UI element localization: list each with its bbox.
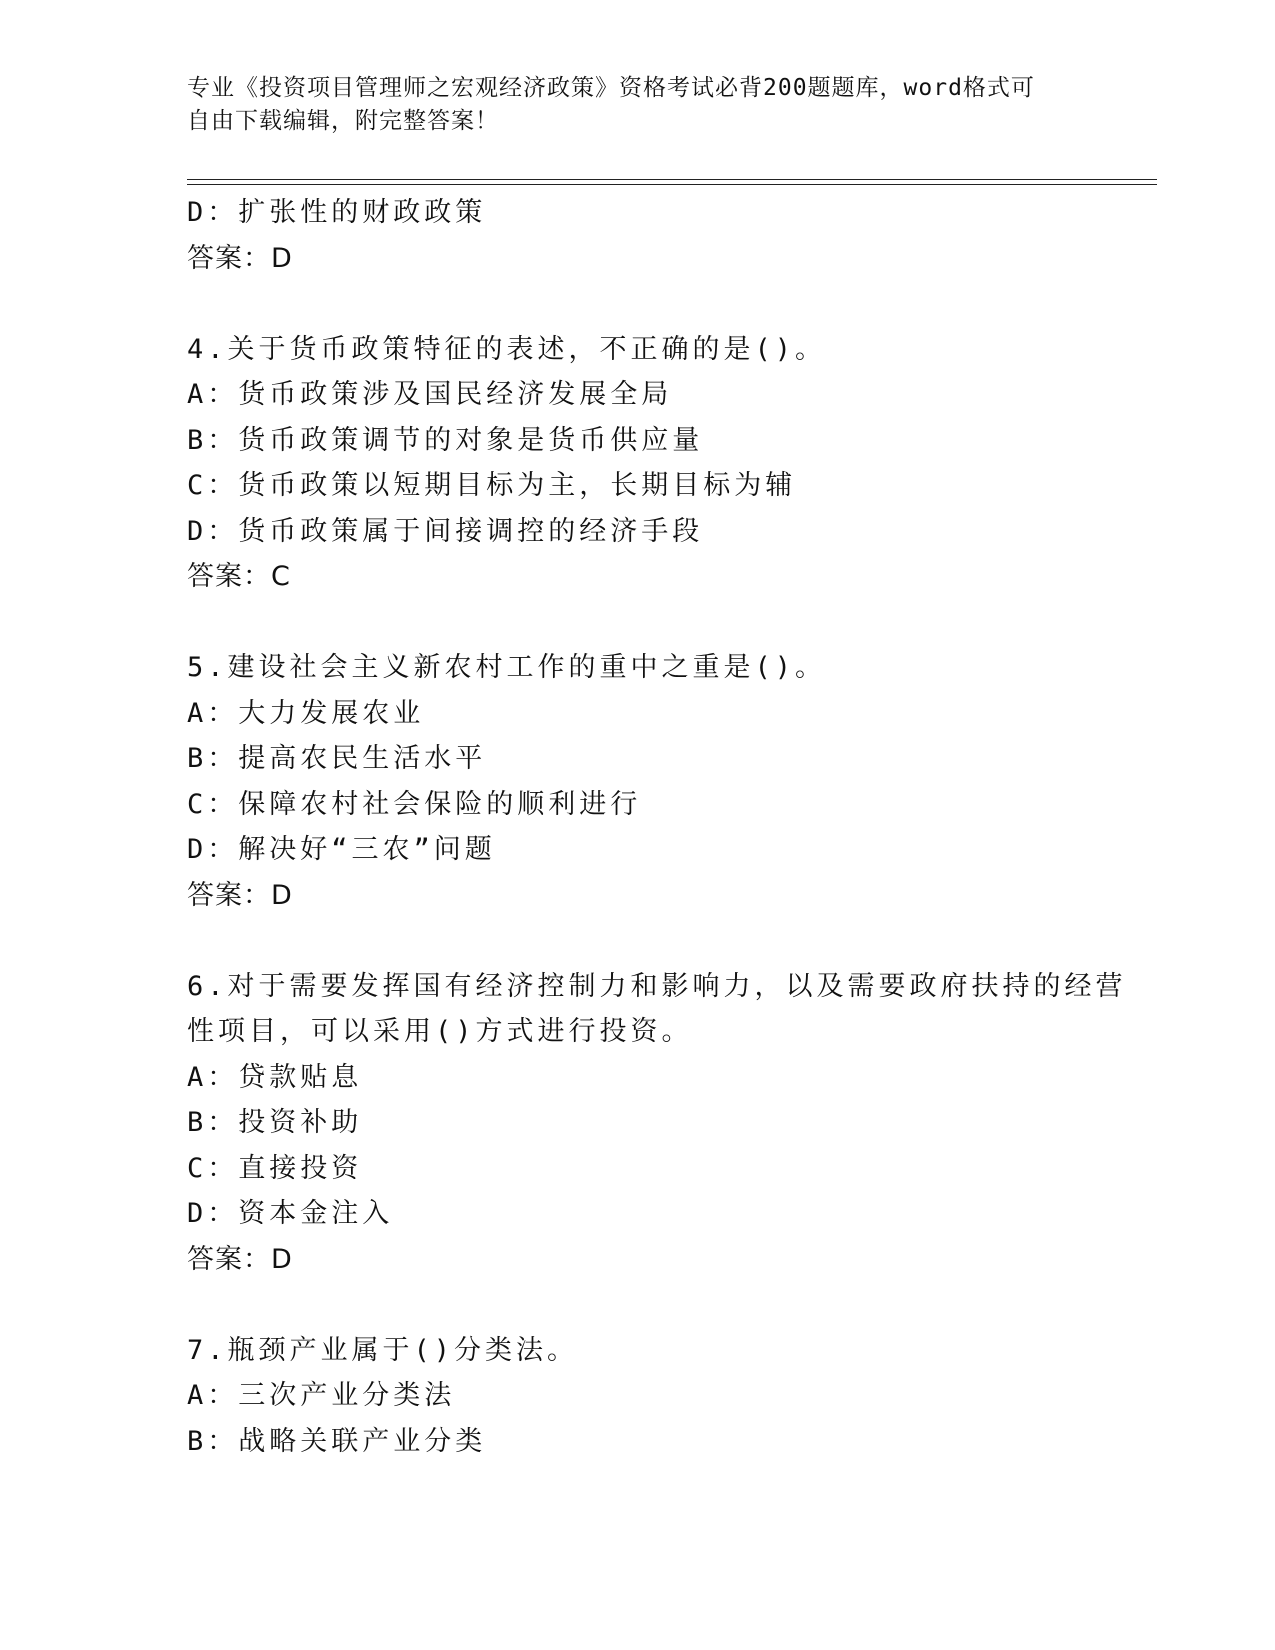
q6-option-c: C：直接投资 xyxy=(187,1152,363,1184)
q5-stem: 5.建设社会主义新农村工作的重中之重是()。 xyxy=(187,652,827,683)
spacer xyxy=(187,281,1087,327)
spacer xyxy=(187,1282,1087,1328)
document-header xyxy=(187,72,1077,138)
q6-stem-line-1: 6.对于需要发挥国有经济控制力和影响力，以及需要政府扶持的经营 xyxy=(187,970,1127,1002)
q6-option-a: A：贷款贴息 xyxy=(187,1061,363,1093)
q5-option-c: C：保障农村社会保险的顺利进行 xyxy=(187,788,642,820)
q4-answer: 答案：C xyxy=(187,561,291,592)
header-line-2: 自由下载编辑，附完整答案！ xyxy=(187,108,499,134)
q5-option-d: D：解决好“三农”问题 xyxy=(187,834,496,865)
spacer xyxy=(187,600,1087,646)
q6-option-b: B：投资补助 xyxy=(187,1107,363,1138)
header-rule-top xyxy=(187,179,1157,180)
q7-option-a: A：三次产业分类法 xyxy=(187,1380,456,1411)
q4-stem: 4.关于货币政策特征的表述，不正确的是()。 xyxy=(187,333,827,365)
question-list xyxy=(187,190,1127,1464)
q3-answer: 答案：D xyxy=(187,242,293,274)
q7-option-b: B：战略关联产业分类 xyxy=(187,1425,487,1457)
q4-option-d: D：货币政策属于间接调控的经济手段 xyxy=(187,515,704,547)
q6-option-d: D：资本金注入 xyxy=(187,1198,394,1229)
spacer xyxy=(187,918,1087,964)
q4-option-b: B：货币政策调节的对象是货币供应量 xyxy=(187,424,704,456)
header-line-1: 专业《投资项目管理师之宏观经济政策》资格考试必背200题题库，word格式可 xyxy=(187,75,1035,101)
header-rule-bottom xyxy=(187,184,1157,185)
q5-option-a: A：大力发展农业 xyxy=(187,697,425,729)
q6-answer: 答案：D xyxy=(187,1243,293,1275)
q3-option-d: D：扩张性的财政政策 xyxy=(187,197,487,228)
q5-answer: 答案：D xyxy=(187,879,293,911)
q6-stem-line-2: 性项目，可以采用()方式进行投资。 xyxy=(187,1016,693,1047)
q4-option-c: C：货币政策以短期目标为主，长期目标为辅 xyxy=(187,470,797,501)
q4-option-a: A：货币政策涉及国民经济发展全局 xyxy=(187,379,673,410)
q5-option-b: B：提高农民生活水平 xyxy=(187,743,487,774)
q7-stem: 7.瓶颈产业属于()分类法。 xyxy=(187,1334,579,1366)
